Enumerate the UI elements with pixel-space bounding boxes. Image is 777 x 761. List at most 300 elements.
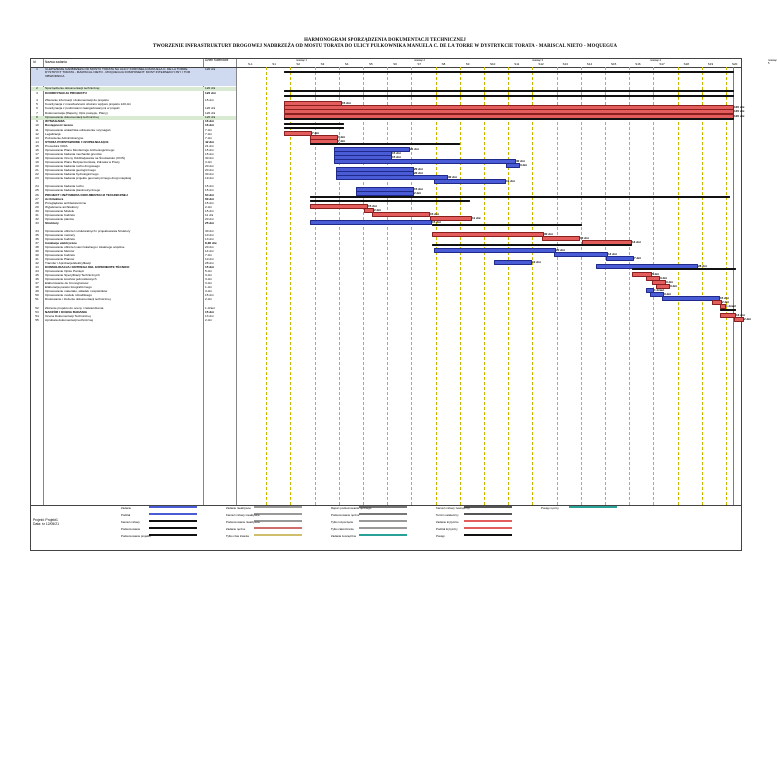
bar-duration-label: 30 dni (448, 174, 457, 179)
critical-task-bar (284, 131, 312, 136)
legend-label: Kamień milowy (121, 519, 140, 524)
task-name: Opracowanie planów (45, 217, 74, 221)
task-duration: 3 dni (205, 160, 212, 164)
task-duration: 3 dni (205, 289, 212, 293)
summary-bar (284, 90, 734, 92)
week-tick-label: S14 (586, 62, 593, 66)
task-duration: 28 dni (205, 261, 214, 265)
bar-duration-label: 3 dni (670, 283, 678, 288)
task-id: 15 (35, 144, 39, 148)
task-name: KONSOLIDACJA I ENTREGA DEL EXPEDIENTE TÉCNICO (45, 265, 130, 269)
task-id: 31 (35, 213, 39, 217)
week-gridline (726, 67, 727, 505)
week-tick-label: S16 (635, 62, 641, 66)
task-name: Ocena Dokumentacji Technicznej (45, 314, 91, 318)
bar-duration-label: 13 dni (736, 312, 745, 317)
task-id: 55 (35, 318, 39, 322)
task-duration: 3 dni (205, 273, 212, 277)
task-duration: 15 dni (205, 293, 214, 297)
week-tick-label: S7 (417, 62, 422, 66)
task-name: Złożenie projektu do oceny i zatwierdzenia (45, 306, 104, 310)
summary-bar (310, 143, 460, 145)
task-name: Opracowanie badania mechaniki gruntów (45, 152, 102, 156)
task-name: Koordynacja z mieszkańcami obszaru wpływu projektu 120 dni (45, 102, 131, 106)
week-gridline (629, 67, 630, 505)
task-name: Opracowanie Metrów (45, 249, 75, 253)
week-tick-label: S5 (369, 62, 373, 66)
table-row[interactable] (31, 68, 236, 86)
legend-swatch (464, 513, 512, 515)
task-id: 52 (35, 306, 39, 310)
bar-duration-label: 5 dni (652, 271, 660, 276)
task-duration: 1 dni (205, 285, 212, 289)
legend-label: Tylko czas trwania (226, 533, 249, 538)
legend-label: Podział (121, 512, 131, 517)
project-info (33, 518, 59, 526)
task-bar (434, 179, 506, 184)
bar-duration-label: 14 dni (608, 251, 617, 256)
task-id: 2 (36, 86, 38, 90)
task-duration: 7 dni (205, 128, 212, 132)
task-id: 49 (35, 289, 39, 293)
bar-duration-label: 3 dni (664, 291, 672, 296)
task-duration: 30 dni (205, 172, 214, 176)
legend-label: Podsumowanie (121, 526, 141, 531)
legend-label: Zadanie krytyczne (436, 519, 459, 524)
schedule-sheet (30, 38, 777, 538)
legend-swatch (569, 506, 617, 508)
task-id: 18 (35, 156, 39, 160)
bar-duration-label: 2 dni (722, 299, 730, 304)
week-gridline (484, 67, 485, 505)
table-row[interactable] (31, 222, 236, 229)
summary-bar (310, 196, 730, 198)
summary-bar (432, 224, 582, 226)
critical-task-bar (432, 232, 544, 237)
week-tick-label: S9 (465, 62, 470, 66)
task-id: 48 (35, 285, 39, 289)
legend-swatch (254, 534, 302, 536)
task-duration: 15 dni (205, 152, 214, 156)
week-tick-label: S-1 (248, 62, 253, 66)
task-name: Struktury (45, 221, 59, 225)
legend-swatch (149, 506, 197, 508)
task-name: Opracowanie Opisu Pamięci (45, 269, 85, 273)
legend-swatch (149, 513, 197, 515)
task-name: Opracowanie badania ruchu drogowego (45, 164, 100, 168)
task-duration: 8,38 dni (205, 241, 217, 245)
task-bar (494, 260, 532, 265)
legend-label: Podsumowanie ręczne (331, 512, 360, 517)
bar-duration-label: 3 dni (666, 279, 674, 284)
legend-swatch (359, 527, 407, 529)
bar-duration-label: 15 dni (368, 203, 377, 208)
project-date: Data: śr 12/05/21 (33, 522, 60, 526)
legend-swatch (254, 506, 302, 508)
bar-duration-label: 3 dni (660, 275, 668, 280)
task-id: 10 (35, 123, 39, 127)
task-name: Legalizacja (45, 132, 61, 136)
task-id: 50 (35, 293, 39, 297)
task-id: 46 (35, 277, 39, 281)
week-gridline (557, 67, 558, 505)
task-id: 17 (35, 152, 39, 156)
task-id: 30 (35, 209, 39, 213)
week-gridline (702, 67, 703, 505)
task-duration: 10 dni (205, 257, 214, 261)
week-gridline (436, 67, 437, 505)
week-tick-label: S17 (659, 62, 665, 66)
task-id: 53 (35, 310, 39, 314)
summary-bar (720, 309, 736, 311)
legend-swatch (359, 520, 407, 522)
task-duration: 15 dni (205, 98, 214, 102)
week-gridline (532, 67, 533, 505)
bar-duration-label: 19 dni (506, 178, 515, 183)
bar-duration-label: 120 dni (734, 104, 745, 109)
task-name: Transfer i Aprobacja Elektryfikacji (45, 261, 91, 265)
legend-label: Tylko zakończenie (331, 526, 354, 531)
task-duration: 3 dni (205, 277, 212, 281)
task-duration: 20 dni (205, 217, 214, 221)
legend-swatch (464, 527, 512, 529)
task-bar (434, 248, 556, 253)
critical-task-bar (734, 317, 744, 322)
task-name: Opracowanie Modelu (45, 209, 75, 213)
bar-duration-label: 10 dni (580, 235, 589, 240)
task-duration: 20 dni (205, 164, 214, 168)
bar-duration-label: 20 dni (414, 166, 423, 171)
task-duration: 13 dni (205, 314, 214, 318)
legend-swatch (359, 534, 407, 536)
header-name: Nazwa zadania (45, 60, 67, 64)
bar-duration-label: 15 dni (720, 295, 729, 300)
task-name: Opracowanie badania geologicznego (45, 168, 96, 172)
summary-bar (284, 118, 734, 120)
task-duration: 30 dni (205, 229, 214, 233)
task-duration: 25 dni (205, 221, 214, 225)
task-duration: 10 dni (205, 233, 214, 237)
task-duration: 19 dni (205, 176, 214, 180)
task-duration: 15 dni (205, 265, 214, 269)
bar-duration-label: 7 dni (338, 138, 346, 143)
task-duration: 120 dni (205, 91, 216, 95)
bar-duration-label: 1 dzień (726, 303, 737, 308)
task-name: Opracowanie badania planimetrycznego (45, 188, 101, 192)
task-id: 51 (35, 297, 39, 301)
task-duration: 60 dni (205, 197, 214, 201)
table-row[interactable] (31, 319, 236, 323)
legend-label: Podsumowanie projektu (121, 533, 151, 538)
task-id: 24 (35, 184, 39, 188)
task-duration: 5 dni (205, 269, 212, 273)
table-row[interactable] (31, 298, 236, 302)
task-duration: 7 dni (205, 136, 212, 140)
task-id: 39 (35, 249, 39, 253)
week-tick-label: S3 (320, 62, 325, 66)
table-row[interactable] (31, 92, 236, 96)
summary-bar (284, 71, 734, 73)
title-line-2: TWORZENIE INFRASTRUKTURY DROGOWEJ NADBRZEŻA OD MOSTU TORATA DO ULICY PUŁKOWNIKA MANUELA C. DE LA TORRE W DYSTRYKCIE TORATA - MARISCAL NIETO - MOQUEGUA (152, 44, 618, 49)
week-gridline (411, 67, 412, 505)
task-id: 3 (36, 91, 38, 95)
week-tick-label: S8 (441, 62, 446, 66)
legend-label: Podział krytyczny (436, 526, 458, 531)
task-id: 54 (35, 314, 39, 318)
task-id: 20 (35, 164, 39, 168)
bar-duration-label: 20 dni (556, 247, 565, 252)
task-id: 29 (35, 205, 39, 209)
task-name: STUDIA PODSTAWOWE I UZUPEŁNIAJĄCE (45, 140, 109, 144)
task-name: Koordynacja z podmiotami zaangażowanymi w projekt (45, 106, 120, 110)
task-duration: 14 dni (205, 249, 214, 253)
task-id: 40 (35, 253, 39, 257)
task-id: 35 (35, 233, 39, 237)
bar-duration-label: 20 dni (414, 170, 423, 175)
week-tick-label: S20 (732, 62, 738, 66)
week-tick-label: S2 (296, 62, 301, 66)
task-id: 21 (35, 168, 39, 172)
task-duration: 2 dni (205, 297, 212, 301)
task-duration: 15 dni (205, 148, 214, 152)
task-name: Instalacje elektryczne (45, 241, 77, 245)
task-bar (310, 220, 432, 225)
legend-label: Kamień milowy zewnętrzny (436, 505, 470, 510)
task-duration: 7 dni (205, 253, 212, 257)
task-id: 16 (35, 148, 39, 152)
task-id: 42 (35, 261, 39, 265)
week-tick-label: S10 (490, 62, 496, 66)
task-name: Opracowanie badania hydrologicznego (45, 172, 99, 176)
legend-swatch (254, 513, 302, 515)
task-name: Opracowanie materiału, składek i wspólników (45, 289, 108, 293)
bar-duration-label: 2 dni (744, 316, 752, 321)
bar-duration-label: 7 dni (634, 255, 642, 260)
week-gridline (363, 67, 364, 505)
week-gridline (339, 67, 340, 505)
task-duration: 2 dni (205, 205, 212, 209)
legend-swatch (149, 520, 197, 522)
task-bar (554, 252, 608, 257)
critical-task-bar (372, 212, 430, 217)
legend-label: Postęp (436, 533, 445, 538)
task-id: 43 (35, 265, 39, 269)
week-tick-label: S6 (393, 62, 397, 66)
task-id: 32 (35, 217, 39, 221)
month-tick-label: miesiąc 2 (414, 59, 425, 62)
task-id: 13 (35, 136, 39, 140)
month-tick-label: miesiąc 4 (650, 59, 661, 62)
task-name: Opracowanie Planu Monitoringu Archeologicznego (45, 148, 115, 152)
task-duration: 64 dni (205, 193, 214, 197)
bar-duration-label: 15 dni (432, 219, 441, 224)
task-id: 6 (36, 106, 38, 110)
task-id: 19 (35, 160, 39, 164)
task-id: 26 (35, 193, 39, 197)
task-duration: 15 dni (205, 209, 214, 213)
task-duration: 1 dzień (205, 306, 215, 310)
task-id: 23 (35, 176, 39, 180)
bar-duration-label: 120 dni (734, 113, 745, 118)
task-id: 34 (35, 229, 39, 233)
summary-bar (310, 200, 470, 202)
task-name: Procedura CIRA (45, 144, 68, 148)
task-id: 8 (36, 115, 38, 119)
task-duration: 16 dni (205, 119, 214, 123)
week-gridline (266, 67, 267, 505)
task-id: 5 (36, 102, 38, 106)
task-duration: 42 dni (205, 140, 214, 144)
task-name: Opracowanie budżetu (45, 213, 76, 217)
task-id: 27 (35, 197, 39, 201)
task-duration: 120 dni (205, 106, 216, 110)
task-duration: 15 dni (205, 310, 214, 314)
week-gridline (508, 67, 509, 505)
bar-duration-label: 2 dni (374, 207, 382, 212)
task-id: 36 (35, 237, 39, 241)
bar-duration-label: 2 dni (414, 190, 422, 195)
task-duration: 21 dni (205, 144, 214, 148)
task-id: 37 (35, 241, 39, 245)
task-name: Pozwolenie Administracyjne (45, 136, 84, 140)
task-name: Opracowanie budżetu (45, 237, 76, 241)
task-duration: 15 dni (205, 188, 214, 192)
task-name: Wyjaśnienie architektury (45, 205, 79, 209)
task-name: NADZÓR I OCENA BADANIA (45, 310, 87, 314)
task-duration: 2 dni (205, 318, 212, 322)
task-id: 28 (35, 201, 39, 205)
bar-duration-label: 30 dni (516, 158, 525, 163)
task-duration: 20 dni (205, 245, 214, 249)
bar-duration-label: 1 dzień (654, 287, 665, 292)
legend-label: Zadanie nieaktywne (226, 505, 251, 510)
task-id: 22 (35, 172, 39, 176)
bar-duration-label: 15 dni (414, 186, 423, 191)
task-duration: 120 dni (205, 86, 216, 90)
task-id: 44 (35, 269, 39, 273)
bar-duration-label: 21 dni (410, 146, 419, 151)
title-line-1: HARMONOGRAM SPORZĄDZENIA DOKUMENTACJI TECHNICZNEJ (304, 38, 466, 43)
legend-label: Zadanie ręczne (226, 526, 246, 531)
summary-bar (432, 244, 632, 246)
bar-duration-label: 11 dni (472, 215, 481, 220)
task-duration: 16 dni (205, 123, 214, 127)
task-id: 12 (35, 132, 39, 136)
task-duration: 3 dni (205, 281, 212, 285)
legend-label: Zadania zewnętrzne (331, 533, 357, 538)
task-name: Opracowanie badania projektu geometrycznego drogi miejskiej (45, 176, 132, 180)
week-tick-label: S1 (272, 62, 276, 66)
gantt-table (30, 58, 777, 506)
task-duration: 20 dni (205, 168, 214, 172)
task-name: Drukowanie i złożenie dokumentacji technicznej (45, 297, 111, 301)
legend-swatch (149, 527, 197, 529)
task-duration: 30 dni (205, 156, 214, 160)
task-id: 45 (35, 273, 39, 277)
task-bar (334, 159, 516, 164)
bar-duration-label: 10 dni (532, 259, 541, 264)
task-duration: 120 dni (205, 111, 216, 115)
week-gridline (678, 67, 679, 505)
week-gridline (460, 67, 461, 505)
task-name: Opracowanie budżetu (45, 253, 76, 257)
critical-task-bar (310, 204, 368, 209)
legend-panel (30, 504, 742, 551)
week-gridline (653, 67, 654, 505)
week-tick-label: S13 (562, 62, 568, 66)
task-duration: 120 dni (205, 67, 216, 71)
legend-swatch (254, 520, 302, 522)
legend-label: Kamień milowy nieaktywne (226, 512, 260, 517)
legend-swatch (359, 513, 407, 515)
legend-swatch (149, 534, 197, 536)
task-name: Aprobata dokumentacji technicznej (45, 318, 93, 322)
month-tick-label: miesiąc 3 (532, 59, 543, 62)
legend-label: Tylko rozpoczęcie (331, 519, 354, 524)
task-name: Dokumentacja (Raporty, Opis postępu, Plany) (45, 111, 108, 115)
task-name: KOORDYNACJA PROJEKTU (45, 91, 87, 95)
bar-duration-label: 13 dni (632, 239, 641, 244)
week-tick-label: S11 (514, 62, 520, 66)
legend-swatch (464, 520, 512, 522)
task-name: Opracowanie Planów (45, 257, 75, 261)
week-tick-label: S18 (683, 62, 689, 66)
task-name: Opracowanie metrazy (45, 233, 76, 237)
task-name: WYMAGANIA (45, 119, 65, 123)
bar-duration-label: 30 dni (544, 231, 553, 236)
gantt-chart-area (236, 59, 777, 505)
status-date-line (733, 67, 734, 505)
task-name: Przeglądanie architektoniczne (45, 201, 87, 205)
task-duration: 15 dni (205, 201, 214, 205)
task-bar (336, 175, 448, 180)
month-tick-label: miesiąc 5 (768, 59, 777, 65)
task-name: ULEPSZENIE NADBRZEŻA OD MOSTU TORATA NA ULICY KORONELA MANUELA C. DE LA TORRE DYSTRYKT TORATA - MARISCAL NIETO - MOQUEGUA KOMPONENT: MOST INTERSEKCYJNY I TOR OBWODNICA (45, 67, 191, 78)
critical-task-bar (542, 236, 580, 241)
legend-label: Postęp ręczny (541, 505, 559, 510)
month-tick-label: miesiąc 1 (296, 59, 307, 62)
task-name: PROJEKT I INŻYNIERIA DOKUMENTACJI TECHNICZNEJ (45, 193, 128, 197)
task-name: Opracowanie Oceny Oddziaływania na Środowisko (OOŚ) (45, 156, 125, 160)
task-duration: 120 dni (205, 115, 216, 119)
task-name: Opracowanie dokumentacji technicznej (45, 115, 99, 119)
legend-swatch (464, 534, 512, 536)
task-name: Opracowanie kosztów jednostkowych (45, 277, 97, 281)
summary-bar (284, 127, 344, 129)
task-id: 41 (35, 257, 39, 261)
task-name: Zbieranie informacji i dokumentacji do projektu (45, 98, 109, 102)
task-name: Opracowanie obliczeń strukturalnych i projektowania Struktury (45, 229, 131, 233)
task-id: 47 (35, 281, 39, 285)
week-gridline (605, 67, 606, 505)
task-name: Opracowanie Specyfikacji Technicznych (45, 273, 100, 277)
task-name: Opracowanie badania ruchu (45, 184, 84, 188)
table-row[interactable] (31, 177, 236, 184)
legend-label: Zadanie (121, 505, 132, 510)
task-name: Opracowanie obliczeń sieci lokalnego i lokalnego wspólne (45, 245, 125, 249)
task-id: 38 (35, 245, 39, 249)
task-id: 33 (35, 221, 39, 225)
summary-bar (284, 123, 344, 125)
task-duration: 13 dni (205, 237, 214, 241)
bar-duration-label: 15 dni (342, 100, 351, 105)
header-duration: Dzień Kalendarz (205, 58, 229, 62)
task-duration: 11 dni (205, 213, 214, 217)
legend-swatch (254, 527, 302, 529)
task-id: 1 (36, 67, 38, 71)
week-tick-label: S19 (707, 62, 714, 66)
task-duration: 15 dni (205, 184, 214, 188)
